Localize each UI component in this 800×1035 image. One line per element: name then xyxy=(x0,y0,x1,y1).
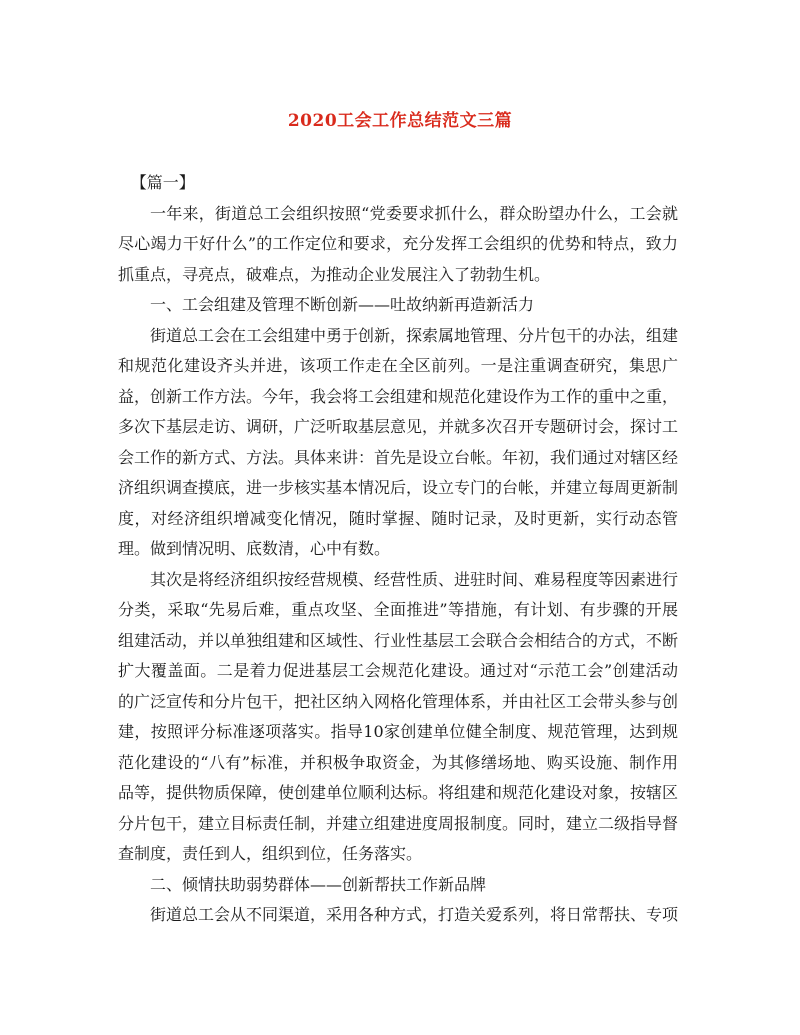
paragraph-union-building: 街道总工会在工会组建中勇于创新，探索属地管理、分片包干的办法，组建和规范化建设齐头并进，该项工作走在全区前列。一是注重调查研究，集思广益，创新工作方法。今年，我会将工会组建和规范化建设作为工作的重中之重，多次下基层走访、调研，广泛听取基层意见，并就多次召开专题研讨会，探讨工会工作的新方式、方法。具体来讲：首先是设立台帐。年初，我们通过对辖区经济组织调查摸底，进一步核实基本情况后，设立专门的台帐，并建立每周更新制度，对经济组织增减变化情况，随时掌握、随时记录，及时更新，实行动态管理。做到情况明、底数清，心中有数。 xyxy=(118,325,679,558)
paragraph-intro: 一年来，街道总工会组织按照“党委要求抓什么，群众盼望办什么，工会就尽心竭力干好什么”的工作定位和要求，充分发挥工会组织的优势和特点，致力抓重点，寻亮点，破难点，为推动企业发展注入了勃勃生机。 xyxy=(118,203,678,284)
section-heading-1: 一、工会组建及管理不断创新——吐故纳新再造新活力 xyxy=(150,295,535,314)
section-marker: 【篇一】 xyxy=(130,173,195,192)
document-title: 2020工会工作总结范文三篇 xyxy=(287,111,513,131)
paragraph-assistance: 街道总工会从不同渠道，采用各种方式，打造关爱系列，将日常帮扶、专项 xyxy=(150,905,679,924)
paragraph-classification: 其次是将经济组织按经营规模、经营性质、进驻时间、难易程度等因素进行分类，采取“先易后难，重点攻坚、全面推进”等措施，有计划、有步骤的开展组建活动，并以单独组建和区域性、行业性基层工会联合会相结合的方式，不断扩大覆盖面。二是着力促进基层工会规范化建设。通过对“示范工会”创建活动的广泛宣传和分片包干，把社区纳入网格化管理体系，并由社区工会带头参与创建，按照评分标准逐项落实。指导10家创建单位健全制度、规范管理，达到规范化建设的“八有”标准，并积极争取资金，为其修缮场地、购买设施、制作用品等，提供物质保障，使创建单位顺利达标。将组建和规范化建设对象，按辖区分片包干，建立目标责任制，并建立组建进度周报制度。同时，建立二级指导督查制度，责任到人，组织到位，任务落实。 xyxy=(118,569,679,863)
section-heading-2: 二、倾情扶助弱势群体——创新帮扶工作新品牌 xyxy=(150,874,487,894)
document-body xyxy=(118,168,678,931)
